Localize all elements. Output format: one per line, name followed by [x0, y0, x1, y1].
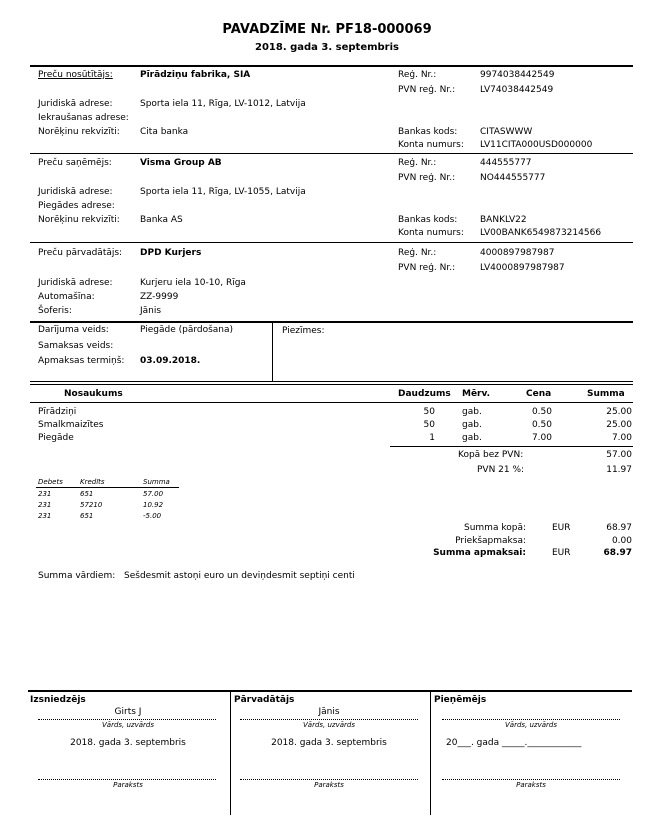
acc-credit: 651 — [80, 512, 94, 520]
receiver-account: LV00BANK6549873214566 — [480, 228, 602, 238]
vat-label: PVN 21 %: — [477, 465, 525, 475]
carrier-address: Kurjeru iela 10-10, Rīga — [140, 278, 246, 288]
due-date: 03.09.2018. — [140, 356, 201, 366]
amount-words-label: Summa vārdiem: — [38, 571, 116, 581]
divider — [28, 690, 632, 692]
carrier-vat-label: PVN reģ. Nr.: — [398, 263, 456, 273]
divider — [430, 691, 431, 815]
signature-line — [240, 719, 418, 720]
signature-line — [38, 719, 216, 720]
divider — [30, 321, 633, 323]
item-unit: gab. — [462, 433, 482, 443]
notes-label: Piezīmes: — [282, 326, 325, 336]
divider — [390, 446, 633, 447]
item-qty: 50 — [423, 420, 435, 430]
acc-debit: 231 — [38, 512, 52, 520]
divider — [230, 691, 231, 815]
acc-header-debit: Debets — [38, 478, 63, 486]
item-qty: 50 — [423, 407, 435, 417]
receiver-name: Visma Group AB — [140, 158, 222, 168]
receiver-reg-label: Reģ. Nr.: — [398, 158, 437, 168]
total-currency: EUR — [552, 523, 571, 533]
prepayment-label: Priekšapmaksa: — [455, 536, 526, 546]
receiver-vat-label: PVN reģ. Nr.: — [398, 173, 456, 183]
signature-title: Izsniedzējs — [30, 695, 86, 705]
sender-vat: LV74038442549 — [480, 85, 554, 95]
subtotal-value: 57.00 — [606, 450, 632, 460]
divider — [30, 384, 633, 385]
signature-date: 2018. gada 3. septembris — [271, 738, 387, 748]
signature-line — [240, 779, 418, 780]
receiver-bank-code-label: Bankas kods: — [398, 215, 458, 225]
signature-name-caption: Vārds, uzvārds — [101, 721, 154, 729]
carrier-vat: LV4000897987987 — [480, 263, 565, 273]
sender-loading-label: Iekraušanas adrese: — [38, 113, 129, 123]
item-qty: 1 — [429, 433, 435, 443]
divider — [30, 402, 633, 403]
col-header-sum: Summa — [587, 389, 625, 399]
receiver-address-label: Juridiskā adrese: — [38, 187, 113, 197]
signature-sign-caption: Paraksts — [516, 781, 546, 789]
sender-label: Preču nosūtītājs: — [38, 70, 113, 80]
divider — [30, 381, 633, 382]
divider — [36, 487, 179, 488]
sender-bank-code: CITASWWW — [480, 127, 533, 137]
sender-account-label: Konta numurs: — [398, 140, 464, 150]
sender-reg: 9974038442549 — [480, 70, 555, 80]
signature-title: Pārvadātājs — [234, 695, 295, 705]
signature-date: 2018. gada 3. septembris — [70, 738, 186, 748]
document-title: PAVADZĪME Nr. PF18-000069 — [222, 22, 432, 37]
acc-sum: -5.00 — [143, 512, 162, 520]
item-sum: 25.00 — [606, 407, 632, 417]
sender-vat-label: PVN reģ. Nr.: — [398, 85, 456, 95]
total-label: Summa kopā: — [464, 523, 526, 533]
col-header-name: Nosaukums — [64, 389, 123, 399]
prepayment-value: 0.00 — [611, 536, 632, 546]
amount-due-label: Summa apmaksai: — [433, 548, 526, 558]
carrier-address-label: Juridiskā adrese: — [38, 278, 113, 288]
signature-name: Girts J — [114, 707, 142, 717]
acc-credit: 651 — [80, 490, 94, 498]
carrier-vehicle-label: Automašīna: — [38, 292, 95, 302]
payment-type-label: Samaksas veids: — [38, 341, 114, 351]
carrier-reg: 4000897987987 — [480, 248, 555, 258]
signature-line — [442, 779, 620, 780]
acc-credit: 57210 — [80, 501, 103, 509]
item-price: 0.50 — [531, 420, 552, 430]
carrier-vehicle: ZZ-9999 — [140, 292, 179, 302]
item-name: Pīrādziņi — [38, 407, 77, 417]
receiver-label: Preču saņēmējs: — [38, 158, 112, 168]
signature-name-caption: Vārds, uzvārds — [302, 721, 355, 729]
item-price: 0.50 — [531, 407, 552, 417]
sender-account: LV11CITA000USD000000 — [480, 140, 593, 150]
receiver-reg: 444555777 — [480, 158, 532, 168]
sender-address: Sporta iela 11, Rīga, LV-1012, Latvija — [140, 99, 306, 109]
signature-sign-caption: Paraksts — [314, 781, 344, 789]
deal-type-label: Darījuma veids: — [38, 325, 109, 335]
acc-sum: 57.00 — [143, 490, 164, 498]
sender-bank-code-label: Bankas kods: — [398, 127, 458, 137]
receiver-delivery-label: Piegādes adrese: — [38, 201, 115, 211]
carrier-label: Preču pārvadātājs: — [38, 248, 123, 258]
deal-type: Piegāde (pārdošana) — [140, 325, 234, 335]
amount-words-value: Sešdesmit astoņi euro un deviņdesmit septiņi centi — [124, 571, 355, 581]
acc-sum: 10.92 — [143, 501, 164, 509]
total-value: 68.97 — [606, 523, 632, 533]
signature-sign-caption: Paraksts — [113, 781, 143, 789]
col-header-unit: Mērv. — [462, 389, 491, 399]
signature-date: 20___. gada _____.____________ — [446, 738, 582, 748]
item-unit: gab. — [462, 407, 482, 417]
sender-bank: Cita banka — [140, 127, 189, 137]
carrier-driver-label: Šoferis: — [38, 306, 72, 316]
signature-line — [442, 719, 620, 720]
carrier-reg-label: Reģ. Nr.: — [398, 248, 437, 258]
sender-address-label: Juridiskā adrese: — [38, 99, 113, 109]
item-sum: 25.00 — [606, 420, 632, 430]
col-header-price: Cena — [526, 389, 552, 399]
vat-value: 11.97 — [606, 465, 632, 475]
acc-header-sum: Summa — [143, 478, 170, 486]
item-price: 7.00 — [531, 433, 552, 443]
receiver-bank-label: Norēķinu rekvizīti: — [38, 215, 120, 225]
col-header-qty: Daudzums — [398, 389, 451, 399]
acc-debit: 231 — [38, 501, 52, 509]
due-date-label: Apmaksas termiņš: — [38, 356, 125, 366]
signature-name: Jānis — [318, 707, 340, 717]
receiver-account-label: Konta numurs: — [398, 228, 464, 238]
amount-due-value: 68.97 — [603, 548, 632, 558]
sender-reg-label: Reģ. Nr.: — [398, 70, 437, 80]
divider — [30, 242, 633, 243]
carrier-name: DPD Kurjers — [140, 248, 202, 258]
subtotal-label: Kopā bez PVN: — [458, 450, 524, 460]
divider — [30, 153, 633, 154]
divider — [272, 322, 273, 381]
signature-name-caption: Vārds, uzvārds — [504, 721, 557, 729]
carrier-driver: Jānis — [140, 306, 162, 316]
signature-line — [38, 779, 216, 780]
sender-name: Pīrādziņu fabrika, SIA — [140, 70, 251, 80]
signature-title: Pieņēmējs — [434, 695, 487, 705]
receiver-bank-code: BANKLV22 — [480, 215, 527, 225]
divider — [30, 65, 633, 67]
item-name: Smalkmaizītes — [38, 420, 104, 430]
amount-due-currency: EUR — [552, 548, 571, 558]
receiver-address: Sporta iela 11, Rīga, LV-1055, Latvija — [140, 187, 306, 197]
item-sum: 7.00 — [611, 433, 632, 443]
document-date: 2018. gada 3. septembris — [255, 42, 399, 53]
item-unit: gab. — [462, 420, 482, 430]
item-name: Piegāde — [38, 433, 74, 443]
receiver-vat: NO444555777 — [480, 173, 546, 183]
acc-header-credit: Kredīts — [80, 478, 105, 486]
acc-debit: 231 — [38, 490, 52, 498]
receiver-bank: Banka AS — [140, 215, 183, 225]
sender-bank-label: Norēķinu rekvizīti: — [38, 127, 120, 137]
